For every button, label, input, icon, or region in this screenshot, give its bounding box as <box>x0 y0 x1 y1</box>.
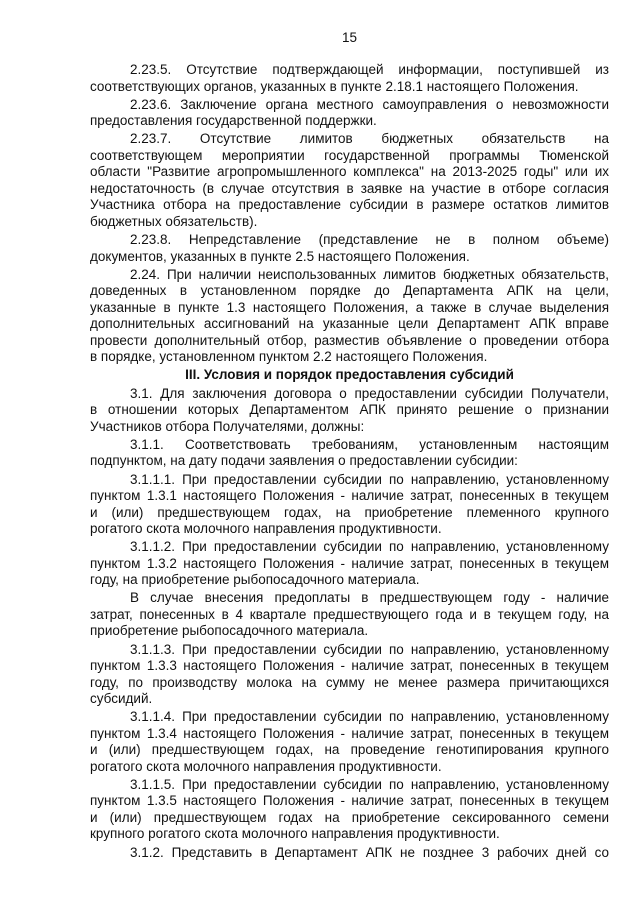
paragraph-2-24 <box>90 267 609 366</box>
page-number: 15 <box>341 30 358 45</box>
text-line: крупного рогатого скота молочного направления продуктивности. <box>90 826 500 842</box>
text-line: рогатого скота молочного направления продуктивности. <box>90 521 442 536</box>
text-line: и (или) предшествующем годах, на проведение генотипирования крупного <box>90 742 609 758</box>
text-line: предоставления государственной поддержки. <box>90 113 377 129</box>
text-line: и (или) предшествующем годах на приобретение сексированного семени <box>90 809 609 825</box>
paragraph-3-1-1-1 <box>90 472 609 538</box>
text-line: пунктом 1.3.2 настоящего Положения - наличие затрат, понесенных в текущем <box>90 555 609 571</box>
text-line: 3.1.1.2. При предоставлении субсидии по направлению, установленному <box>130 539 609 555</box>
text-line: субсидий. <box>90 691 153 707</box>
text-line: дополнительных ассигнований на указанные цели Департамент АПК вправе <box>90 316 609 332</box>
text-line: доведенных в установленном порядке до Департамента АПК на цели, <box>90 283 609 299</box>
text-line: указанные в пункте 1.3 настоящего Положения, а также в случае выделения <box>90 299 609 315</box>
text-line: рогатого скота молочного направления продуктивности. <box>90 758 442 774</box>
text-line: году, по производству молока на сумму не менее размера причитающихся <box>90 674 609 690</box>
text-line: пунктом 1.3.4 настоящего Положения - наличие затрат, понесенных в текущем <box>90 725 609 741</box>
page-body <box>90 62 609 863</box>
text-line: Участника отбора на предоставление субсидии в размере остатков лимитов <box>90 197 609 213</box>
text-line: 3.1.1.3. При предоставлении субсидии по направлению, установленному <box>130 641 609 657</box>
paragraph-3-1-2 <box>90 845 609 862</box>
text-line: Участников отбора Получателями, должны: <box>90 418 365 434</box>
text-line: и (или) предшествующем годах, на приобретение племенного крупного <box>90 504 609 520</box>
text-line: в отношении которых Департаментом АПК принято решение о признании <box>90 402 609 418</box>
paragraph-3-1-1-3 <box>90 642 609 708</box>
text-line: бюджетных обязательств). <box>90 213 258 229</box>
text-line: 3.1.1.5. При предоставлении субсидии по направлению, установленному <box>130 776 609 792</box>
text-line: году, на приобретение рыбопосадочного материала. <box>90 572 420 588</box>
text-line: недостаточность (в случае отсутствия в заявке на участие в отборе согласия <box>90 180 609 196</box>
text-line: соответствующих органов, указанных в пункте 2.18.1 настоящего Положения. <box>90 78 579 94</box>
text-line: 2.23.6. Заключение органа местного самоуправления о невозможности <box>130 96 609 112</box>
paragraph-2-23-7 <box>90 131 609 230</box>
text-line: 3.1.1.1. При предоставлении субсидии по направлению, установленному <box>130 471 609 487</box>
text-line: 2.23.8. Непредставление (представление не в полном объеме) <box>130 232 609 248</box>
text-line: документов, указанных в пункте 2.5 настоящего Положения. <box>90 248 470 264</box>
paragraph-2-23-8 <box>90 232 609 265</box>
paragraph-3-1 <box>90 386 609 436</box>
paragraph-2-23-6 <box>90 97 609 130</box>
text-line: 3.1.1.4. При предоставлении субсидии по направлению, установленному <box>130 709 609 725</box>
paragraph-3-1-1 <box>90 437 609 470</box>
text-line: 3.1.2. Представить в Департамент АПК не позднее 3 рабочих дней со <box>130 844 609 860</box>
text-line: 2.24. При наличии неиспользованных лимитов бюджетных обязательств, <box>130 266 609 282</box>
text-line: 2.23.7. Отсутствие лимитов бюджетных обязательств на <box>130 131 609 147</box>
text-line: соответствующем мероприятии государственной программы Тюменской <box>90 147 609 163</box>
text-line: затрат, понесенных в 4 квартале предшествующего года и в текущем году, на <box>90 606 609 622</box>
text-line: пунктом 1.3.1 настоящего Положения - наличие затрат, понесенных в текущем <box>90 488 609 503</box>
text-line: В случае внесения предоплаты в предшествующем году - наличие <box>130 590 609 606</box>
paragraph-3-1-1-5 <box>90 777 609 843</box>
section-heading: III. Условия и порядок предоставления субсидий <box>185 367 514 383</box>
text-line: провести дополнительный отбор, разместив объявление о проведении отбора <box>90 332 609 348</box>
text-line: пунктом 1.3.5 настоящего Положения - наличие затрат, понесенных в текущем <box>90 793 609 809</box>
text-line: в порядке, установленном пунктом 2.2 настоящего Положения. <box>90 349 488 365</box>
text-line: 3.1. Для заключения договора о предоставлении субсидии Получатели, <box>130 385 609 401</box>
text-line: подпунктом, на дату подачи заявления о предоставлении субсидии: <box>90 453 518 469</box>
paragraph-2-23-5 <box>90 62 609 95</box>
text-line: области "Развитие агропромышленного комплекса" на 2013-2025 годы" или их <box>90 164 609 180</box>
paragraph-prepayment-note <box>90 590 609 640</box>
text-line: 2.23.5. Отсутствие подтверждающей информации, поступившей из <box>130 62 609 77</box>
text-line: 3.1.1. Соответствовать требованиям, установленным настоящим <box>130 436 609 452</box>
paragraph-3-1-1-4 <box>90 709 609 775</box>
text-line: приобретение рыбопосадочного материала. <box>90 623 369 639</box>
paragraph-3-1-1-2 <box>90 539 609 589</box>
text-line: пунктом 1.3.3 настоящего Положения - наличие затрат, понесенных в текущем <box>90 658 609 674</box>
